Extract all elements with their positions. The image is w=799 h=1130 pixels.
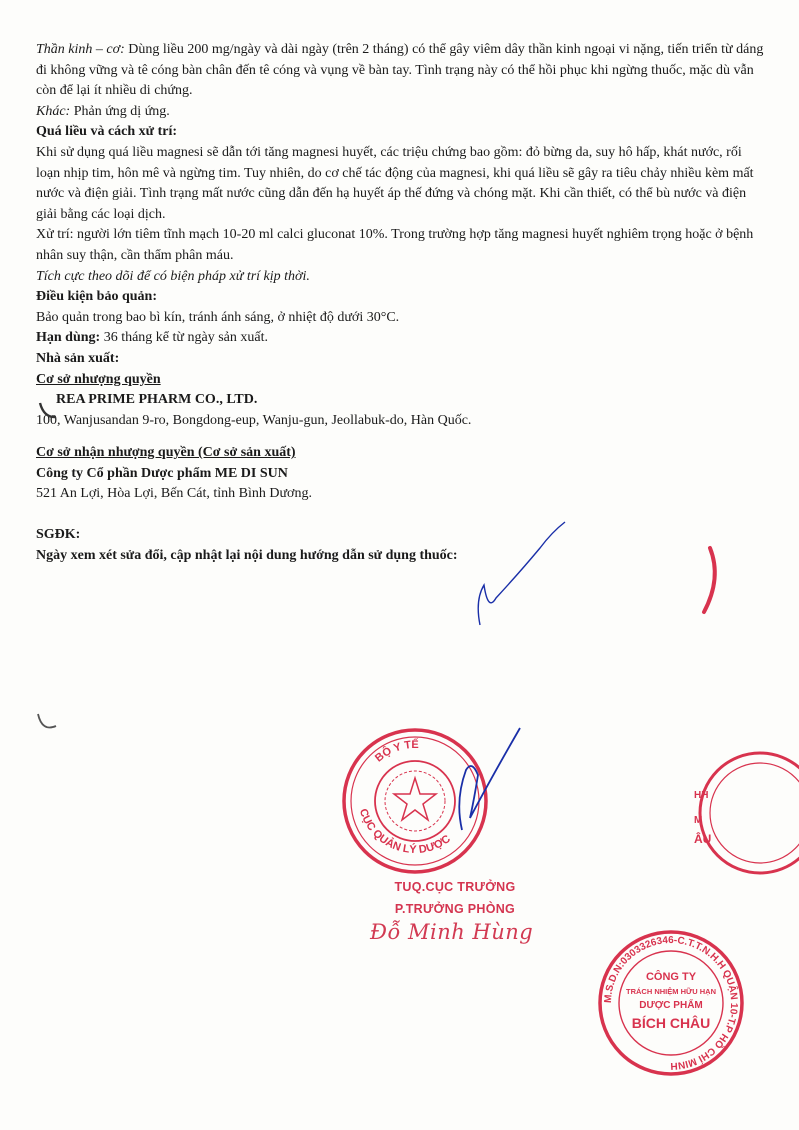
company-seal-line2: TRÁCH NHIỆM HỮU HẠN bbox=[626, 987, 716, 996]
overdose-heading: Quá liều và cách xử trí: bbox=[36, 124, 177, 140]
approval-title: TUQ.CỤC TRƯỞNG bbox=[394, 880, 516, 894]
shelf-life-paragraph bbox=[36, 328, 766, 349]
licensee-address: 521 An Lợi, Hòa Lợi, Bến Cát, tỉnh Bình Dương. bbox=[36, 486, 312, 502]
other-paragraph bbox=[36, 102, 766, 123]
registration-label: SGĐK: bbox=[36, 527, 81, 543]
licensee-heading: Cơ sở nhận nhượng quyền (Cơ sở sản xuất) bbox=[36, 445, 296, 461]
licensee-name: Công ty Cổ phần Dược phẩm ME DI SUN bbox=[36, 465, 288, 481]
storage-paragraph: Bảo quản trong bao bì kín, tránh ánh sáng, ở nhiệt độ dưới 30°C. bbox=[36, 309, 400, 325]
svg-text:ÂU: ÂU bbox=[694, 832, 712, 846]
ministry-seal-bottom-text: CỤC QUẢN LÝ DƯỢC bbox=[356, 807, 453, 857]
document-body bbox=[36, 40, 766, 566]
company-seal-ring-text: M.S.D.N:0303326346-C.T.T.N.H.H QUẬN 10-T.P HỒ CHÍ MINH bbox=[602, 934, 740, 1072]
company-seal-line3: DƯỢC PHẨM bbox=[639, 1000, 703, 1011]
nerve-text: Dùng liều 200 mg/ngày và dài ngày (trên 2 tháng) có thể gây viêm dây thần kinh ngoại vi nặng, tiến triển từ dáng đi không vững và tê cóng bàn chân đến tê cóng và vụng về bàn tay. Tình trạng này có thể hồi phục khi ngừng thuốc, mặc dù vẫn còn để lại ít nhiều di chứng. bbox=[36, 42, 764, 99]
monitoring-paragraph: Tích cực theo dõi để có biện pháp xử trí kịp thời. bbox=[36, 268, 310, 284]
licensor-address: 100, Wanjusandan 9-ro, Bongdong-eup, Wanju-gun, Jeollabuk-do, Hàn Quốc. bbox=[36, 412, 472, 428]
nerve-label: Thần kinh – cơ: bbox=[36, 42, 125, 57]
company-seal-line1: CÔNG TY bbox=[645, 971, 697, 983]
partial-company-seal bbox=[680, 748, 799, 878]
manufacturer-heading: Nhà sản xuất: bbox=[36, 350, 120, 366]
treatment-paragraph: Xử trí: người lớn tiêm tĩnh mạch 10-20 ml calci gluconat 10%. Trong trường hợp tăng magnesi huyết nghiêm trọng hoặc ở bệnh nhân suy thận, cần thẩm phân máu. bbox=[36, 227, 754, 263]
licensor-name: REA PRIME PHARM CO., LTD. bbox=[56, 392, 258, 408]
punch-mark-bottom bbox=[38, 714, 56, 728]
approval-subtitle: P.TRƯỞNG PHÒNG bbox=[394, 902, 516, 916]
overdose-paragraph: Khi sử dụng quá liều magnesi sẽ dẫn tới tăng magnesi huyết, các triệu chứng bao gồm: đỏ bừng da, suy hô hấp, khát nước, rối loạn nhịp tim, hôn mê và ngừng tim. Tuy nhiên, do cơ chế tác động của magnesi, khi quá liều sẽ gây ra tiêu chảy nhiều kèm mất nước và điện giải. Tình trạng mất nước cũng dẫn đến hạ huyết áp thế đứng và chóng mặt. Khi cần thiết, có thể bù nước và điện giải bằng các loại dịch. bbox=[36, 144, 754, 222]
shelf-life-text: 36 tháng kể từ ngày sản xuất. bbox=[100, 330, 268, 346]
partial-seal-text: HH bbox=[694, 790, 709, 801]
company-seal-line4: BÍCH CHÂU bbox=[631, 1015, 711, 1031]
nerve-paragraph bbox=[36, 40, 766, 102]
ministry-seal-top-text: BỘ Y TẾ bbox=[372, 738, 419, 765]
other-label: Khác: bbox=[36, 103, 71, 119]
company-seal bbox=[596, 928, 746, 1078]
svg-text:CỤC QUẢN LÝ DƯỢC bbox=[357, 807, 453, 856]
other-text: Phản ứng dị ứng. bbox=[70, 103, 170, 119]
review-date-label: Ngày xem xét sửa đổi, cập nhật lại nội dung hướng dẫn sử dụng thuốc: bbox=[36, 547, 458, 563]
shelf-life-label: Hạn dùng: bbox=[36, 330, 101, 346]
storage-heading: Điều kiện bảo quản: bbox=[36, 289, 157, 305]
approval-signatory: Đỗ Minh Hùng bbox=[370, 920, 534, 944]
ministry-seal bbox=[340, 726, 490, 876]
svg-text:M: M bbox=[694, 815, 703, 826]
licensor-heading: Cơ sở nhượng quyền bbox=[36, 371, 161, 387]
